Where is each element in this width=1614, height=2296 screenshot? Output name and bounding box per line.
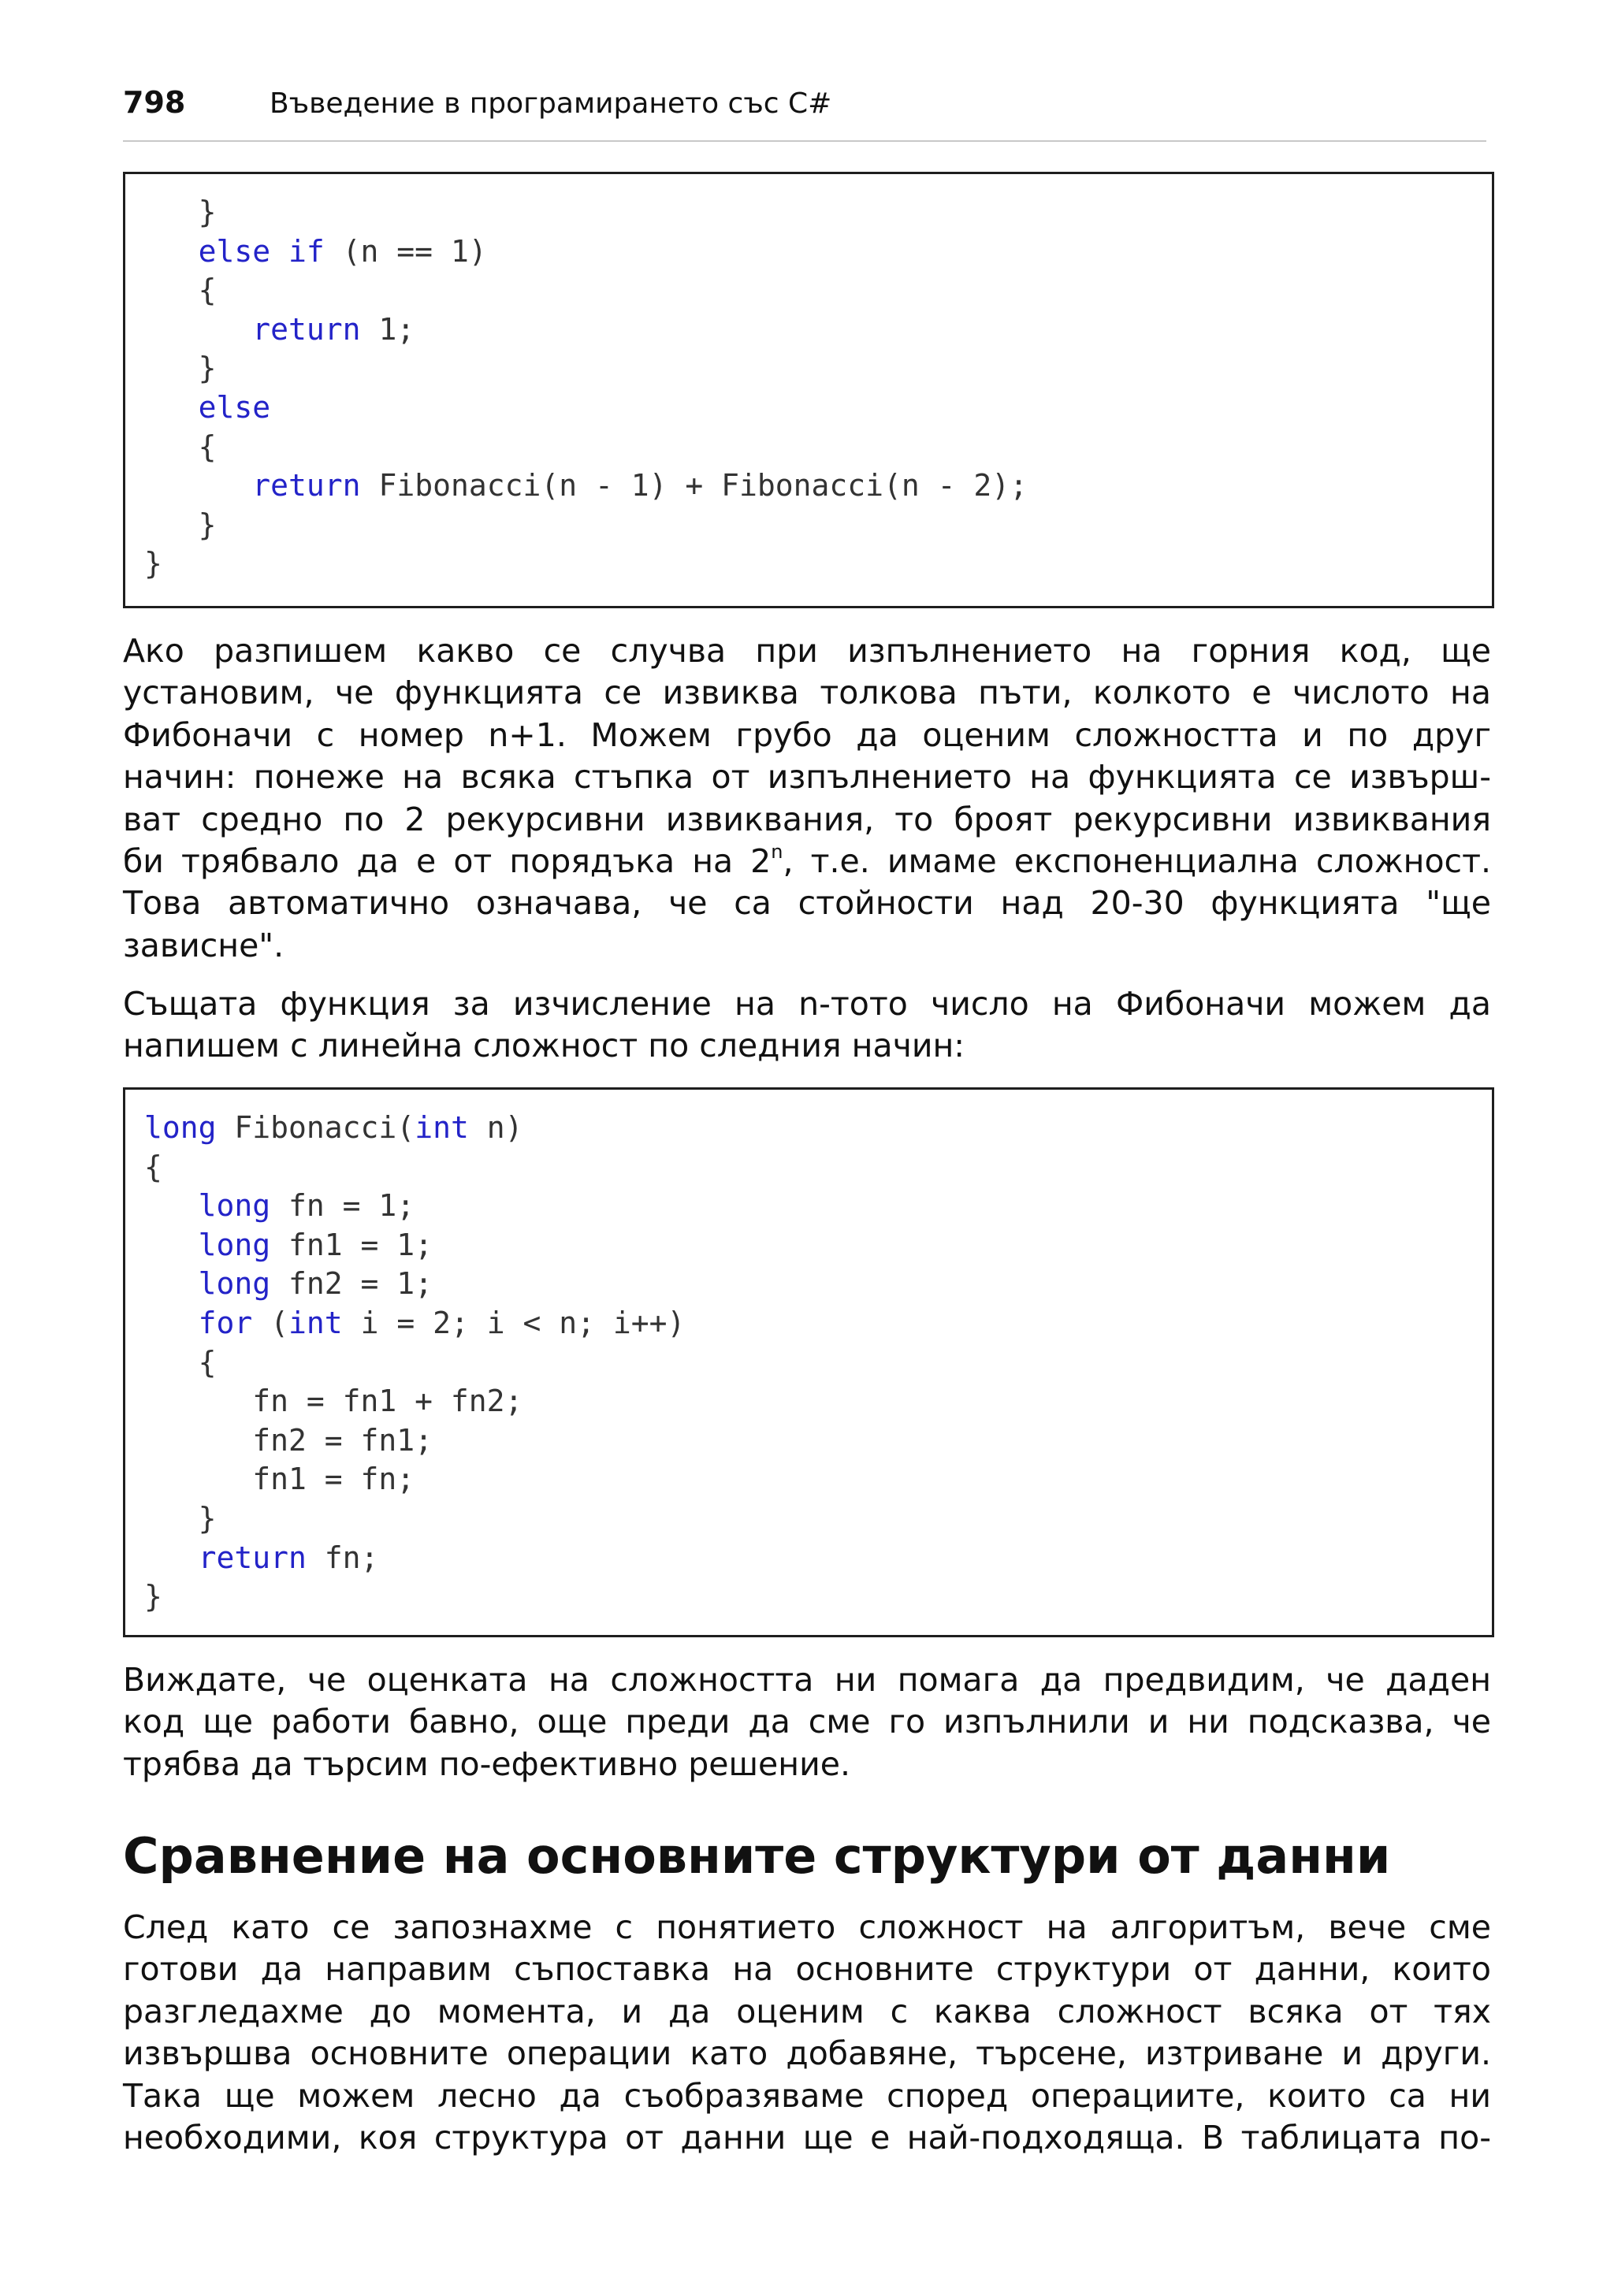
paragraph-recursion-complexity xyxy=(123,630,1491,967)
code-line xyxy=(144,1499,1492,1539)
code-line xyxy=(144,1304,1492,1343)
running-title: Въведение в програмирането със C# xyxy=(270,87,832,120)
text-line: Същата функция за изчисление на n-тото число на Фибоначи можем да xyxy=(123,985,1491,1023)
text-line: Фибоначи с номер n+1. Можем грубо да оценим сложността и по друг xyxy=(123,715,1491,754)
code-line xyxy=(144,1265,1492,1304)
code-text: { xyxy=(144,273,217,308)
code-line xyxy=(144,1539,1492,1578)
code-text xyxy=(144,312,252,347)
code-text: fn2 = fn1; xyxy=(144,1422,433,1458)
code-keyword: return xyxy=(252,311,361,347)
paragraph-data-structures-intro xyxy=(123,1907,1491,2159)
code-text xyxy=(144,1228,199,1262)
code-text: fn1 = 1; xyxy=(270,1227,433,1262)
text-line: ват средно по 2 рекурсивни извиквания, то броят рекурсивни извиквания xyxy=(123,800,1491,838)
code-text: } xyxy=(144,507,217,542)
code-keyword: else if xyxy=(198,233,325,269)
section-heading: Сравнение на основните структури от данни xyxy=(123,1827,1391,1885)
code-text xyxy=(144,1306,199,1340)
code-text: fn1 = fn; xyxy=(144,1462,415,1497)
text-line: установим, че функцията се извиква толкова пъти, колкото е числото на xyxy=(123,674,1491,712)
code-text: } xyxy=(144,1579,162,1614)
code-text: } xyxy=(144,195,217,229)
code-text: 1; xyxy=(360,311,415,347)
code-text xyxy=(144,234,199,269)
code-text: i = 2; i < n; i++) xyxy=(342,1305,686,1340)
paragraph-complexity-helps xyxy=(123,1659,1491,1785)
code-text: Fibonacci( xyxy=(216,1110,415,1145)
code-text: } xyxy=(144,1500,217,1536)
code-text: fn; xyxy=(306,1540,379,1575)
code-line xyxy=(144,1226,1492,1265)
code-line xyxy=(144,1382,1492,1421)
code-text: fn = fn1 + fn2; xyxy=(144,1384,523,1419)
code-line xyxy=(144,1421,1492,1461)
code-text xyxy=(144,1188,199,1223)
running-header xyxy=(123,82,1486,142)
code-line xyxy=(144,1187,1492,1226)
code-text: Fibonacci(n - 1) + Fibonacci(n - 2); xyxy=(360,468,1028,503)
paragraph-linear-intro xyxy=(123,983,1491,1068)
text-line: напишем с линейна сложност по следния начин: xyxy=(123,1027,965,1065)
code-keyword: int xyxy=(288,1305,343,1340)
code-keyword: int xyxy=(415,1110,469,1145)
text-line: Ако разпишем какво се случва при изпълнението на горния код, ще xyxy=(123,632,1491,670)
text-line: извършва основните операции като добавяне, търсене, изтриване и други. xyxy=(123,2034,1491,2073)
code-line xyxy=(144,544,1492,584)
text-line: Това автоматично означава, че са стойности над 20-30 функцията "ще xyxy=(123,884,1491,923)
code-text xyxy=(144,390,199,425)
text-line: необходими, коя структура от данни ще е най-подходяща. В таблицата по- xyxy=(123,2118,1491,2157)
code-text: } xyxy=(144,351,217,386)
text-segment: , т.е. имаме експоненциална сложност. xyxy=(783,841,1492,880)
code-keyword: for xyxy=(198,1305,253,1340)
code-keyword: long xyxy=(198,1188,271,1224)
code-text: fn2 = 1; xyxy=(270,1266,433,1302)
code-text: } xyxy=(144,546,162,581)
code-keyword: else xyxy=(198,389,271,425)
code-text: fn = 1; xyxy=(270,1188,415,1224)
code-line xyxy=(144,1109,1492,1148)
code-keyword: long xyxy=(144,1110,217,1145)
text-line: След като се запознахме с понятието сложност на алгоритъм, вече сме xyxy=(123,1908,1491,1946)
code-text: n) xyxy=(468,1110,523,1145)
code-line xyxy=(144,349,1492,388)
text-segment: би трябвало да е от порядъка на 2 xyxy=(123,841,772,880)
code-line xyxy=(144,506,1492,545)
code-keyword: return xyxy=(198,1540,307,1575)
text-line-with-exponent xyxy=(123,841,1491,882)
code-block-recursive-fibonacci xyxy=(123,172,1494,608)
code-line xyxy=(144,1343,1492,1383)
text-line: разгледахме до момента, и да оценим с каква сложност всяка от тях xyxy=(123,1992,1491,2030)
text-line: Така ще можем лесно да съобразяваме според операциите, които са ни xyxy=(123,2076,1491,2115)
code-text: { xyxy=(144,429,217,464)
code-keyword: long xyxy=(198,1227,271,1262)
code-line xyxy=(144,232,1492,272)
code-text xyxy=(144,1266,199,1301)
code-block-linear-fibonacci xyxy=(123,1087,1494,1637)
text-line: начин: понеже на всяка стъпка от изпълнението на функцията се извърш- xyxy=(123,758,1491,797)
code-keyword: return xyxy=(252,468,361,503)
text-line: Виждате, че оценката на сложността ни помага да предвидим, че даден xyxy=(123,1661,1491,1699)
text-line: зависне". xyxy=(123,926,284,964)
code-text: (n == 1) xyxy=(324,233,487,269)
code-line xyxy=(144,428,1492,467)
code-text: { xyxy=(144,1344,217,1380)
code-line xyxy=(144,271,1492,310)
code-line xyxy=(144,388,1492,428)
code-line xyxy=(144,1577,1492,1617)
code-line xyxy=(144,1460,1492,1499)
text-line: код ще работи бавно, още преди да сме го изпълнили и ни подсказва, че xyxy=(123,1703,1491,1741)
code-line xyxy=(144,193,1492,232)
exponent: n xyxy=(771,840,783,863)
code-text xyxy=(144,1540,199,1575)
code-line xyxy=(144,1148,1492,1187)
code-line xyxy=(144,310,1492,350)
code-text: { xyxy=(144,1149,162,1184)
text-line: трябва да търсим по-ефективно решение. xyxy=(123,1744,850,1783)
page-number: 798 xyxy=(123,85,186,120)
code-keyword: long xyxy=(198,1266,271,1302)
text-line: готови да направим съпоставка на основните структури от данни, които xyxy=(123,1950,1491,1989)
code-text: ( xyxy=(252,1305,289,1340)
code-text xyxy=(144,468,252,503)
code-line xyxy=(144,466,1492,506)
